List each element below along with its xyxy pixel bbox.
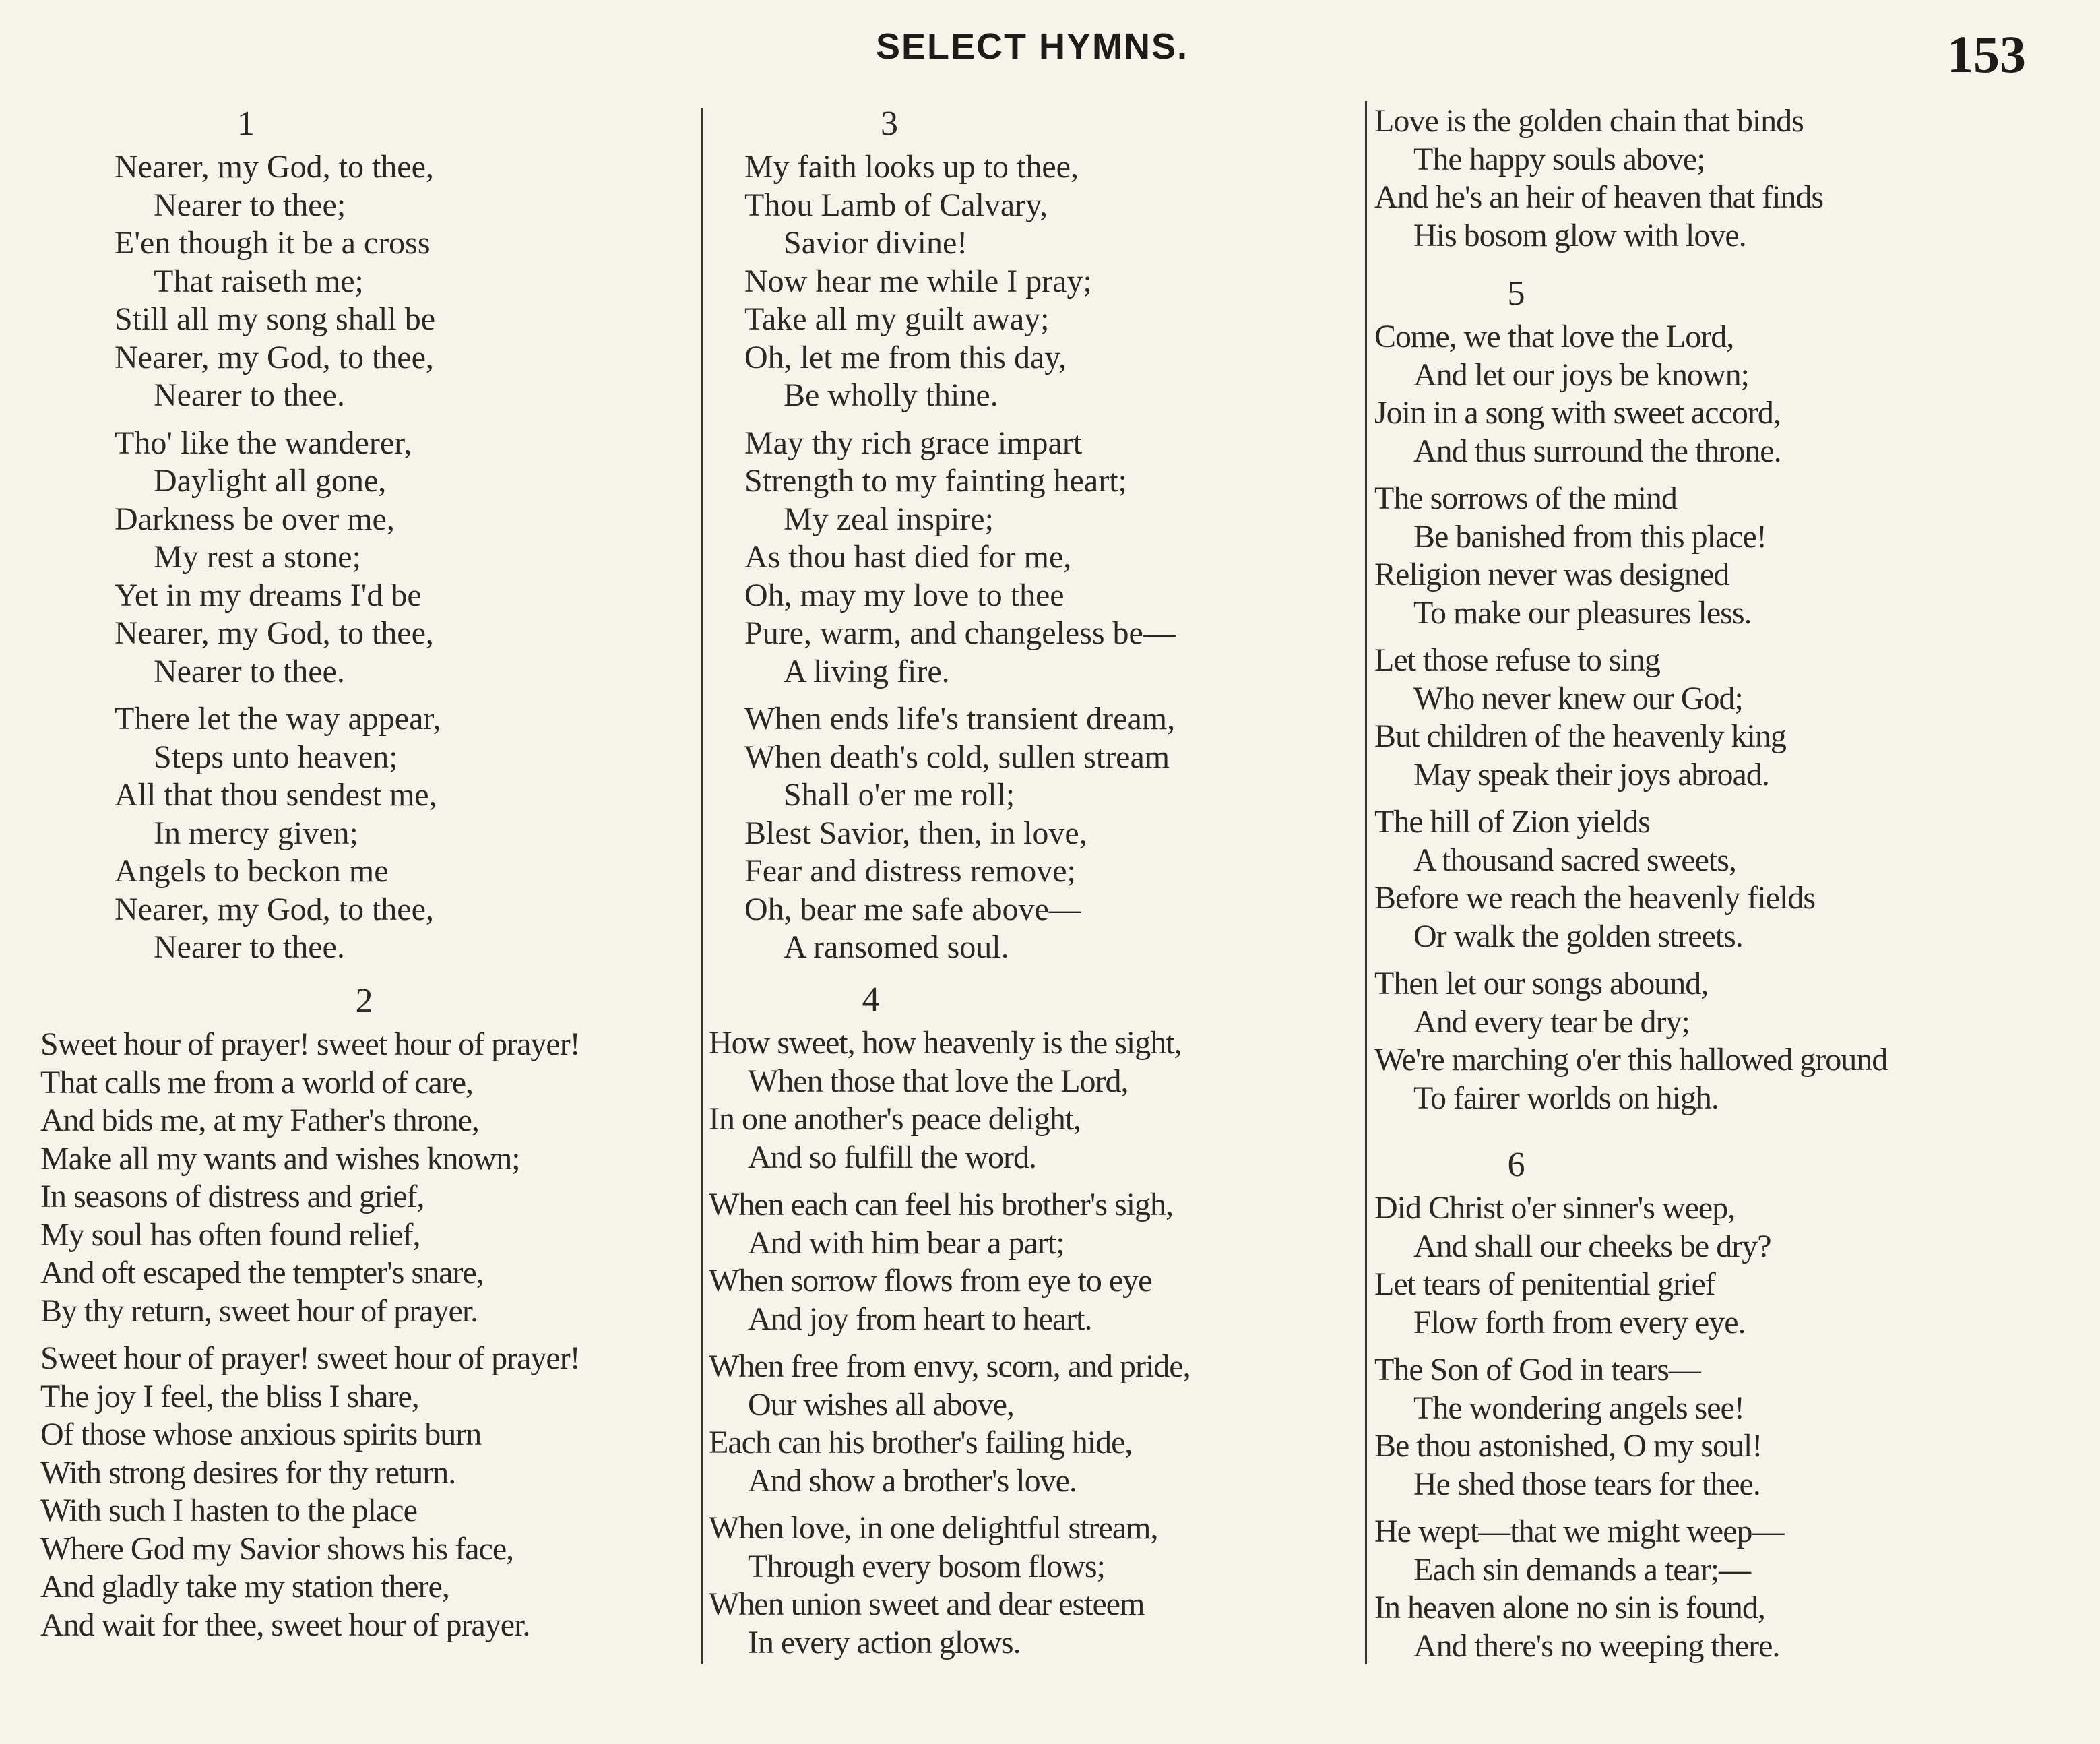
hymn-6: [1374, 1142, 2075, 1675]
verse-line: Come, we that love the Lord,: [1374, 319, 1734, 354]
verse-line: Be banished from this place!: [1413, 518, 1767, 555]
verse-line: And wait for thee, sweet hour of prayer.: [40, 1607, 530, 1643]
verse-line: The Son of God in tears—: [1374, 1352, 1700, 1388]
verse-line: There let the way appear,: [115, 701, 441, 737]
verse-line: In one another's peace delight,: [709, 1101, 1081, 1137]
verse-line: When each can feel his brother's sigh,: [709, 1187, 1174, 1222]
verse-line: Make all my wants and wishes known;: [40, 1140, 520, 1177]
verse-line: Be thou astonished, O my soul!: [1374, 1428, 1762, 1464]
verse-line: Did Christ o'er sinner's weep,: [1374, 1190, 1736, 1226]
stanza: [1374, 1513, 2075, 1665]
verse-line: Savior divine!: [784, 225, 968, 261]
stanza: [709, 1509, 1359, 1662]
hymn-number: 4: [862, 980, 879, 1019]
verse-line: Nearer, my God, to thee,: [115, 615, 434, 651]
verse-line: Let tears of penitential grief: [1374, 1266, 1715, 1302]
verse-line: Steps unto heaven;: [154, 739, 398, 775]
hymn-1: [115, 101, 694, 976]
verse-line: Where God my Savior shows his face,: [40, 1530, 514, 1567]
verse-line: And show a brother's love.: [748, 1462, 1077, 1499]
verse-line: Through every bosom flows;: [748, 1548, 1105, 1584]
hymn-number: 5: [1507, 274, 1525, 313]
hymn-number: 6: [1507, 1146, 1525, 1184]
verse-line: The joy I feel, the bliss I share,: [40, 1378, 419, 1414]
stanza: [1374, 965, 2075, 1117]
verse-line: And joy from heart to heart.: [748, 1301, 1092, 1337]
verse-line: And gladly take my station there,: [40, 1569, 449, 1605]
running-header: SELECT HYMNS.: [876, 26, 1189, 67]
hymn-2: [40, 978, 697, 1654]
stanza: [40, 1340, 697, 1644]
verse-line: To fairer worlds on high.: [1413, 1080, 1719, 1116]
stanza: [1374, 1351, 2075, 1503]
verse-line: And oft escaped the tempter's snare,: [40, 1255, 484, 1290]
stanza: [744, 425, 1351, 691]
verse-line: Take all my guilt away;: [744, 301, 1050, 337]
verse-line: And with him bear a part;: [748, 1224, 1064, 1261]
stanza: [1374, 803, 2075, 956]
verse-line: Flow forth from every eye.: [1413, 1304, 1746, 1340]
verse-line: He wept—that we might weep—: [1374, 1514, 1784, 1549]
verse-line: All that thou sendest me,: [115, 777, 437, 813]
verse-line: May speak their joys abroad.: [1413, 756, 1769, 792]
verse-line: He shed those tears for thee.: [1413, 1466, 1760, 1502]
verse-line: But children of the heavenly king: [1374, 718, 1786, 754]
verse-line: In every action glows.: [748, 1624, 1021, 1660]
stanza: [40, 1026, 697, 1330]
verse-line: Or walk the golden streets.: [1413, 918, 1743, 954]
stanza: [744, 700, 1351, 967]
verse-line: Our wishes all above,: [748, 1386, 1014, 1423]
verse-line: Let those refuse to sing: [1374, 642, 1660, 678]
hymn-4-continued: [1374, 102, 2075, 264]
verse-line: My soul has often found relief,: [40, 1216, 420, 1253]
column-rule-right: [1365, 101, 1367, 1664]
verse-line: The wondering angels see!: [1413, 1390, 1744, 1426]
stanza: [744, 148, 1351, 415]
verse-line: A ransomed soul.: [784, 929, 1009, 965]
hymn-3: [744, 101, 1351, 976]
verse-line: Nearer, my God, to thee,: [115, 891, 434, 927]
verse-line: May thy rich grace impart: [744, 425, 1083, 461]
verse-line: Still all my song shall be: [115, 301, 435, 337]
verse-line: Oh, let me from this day,: [744, 339, 1067, 375]
verse-line: Daylight all gone,: [154, 463, 387, 499]
verse-line: Each can his brother's failing hide,: [709, 1425, 1133, 1460]
verse-line: My rest a stone;: [154, 539, 361, 575]
verse-line: Of those whose anxious spirits burn: [40, 1416, 482, 1452]
verse-line: The sorrows of the mind: [1374, 480, 1677, 516]
hymn-number: 2: [355, 982, 373, 1020]
verse-line: Nearer, my God, to thee,: [115, 149, 434, 185]
page-number: 153: [1947, 25, 2026, 84]
verse-line: That calls me from a world of care,: [40, 1064, 474, 1100]
stanza: [1374, 102, 2075, 255]
verse-line: Tho' like the wanderer,: [115, 425, 412, 461]
hymn-number: 3: [881, 104, 898, 143]
verse-line: Shall o'er me roll;: [784, 777, 1015, 813]
verse-line: When ends life's transient dream,: [744, 701, 1176, 737]
verse-line: With such I hasten to the place: [40, 1493, 417, 1528]
stanza: [115, 425, 694, 691]
stanza: [1374, 1189, 2075, 1342]
verse-line: As thou hast died for me,: [744, 539, 1072, 575]
verse-line: Each sin demands a tear;—: [1413, 1551, 1751, 1588]
stanza: [1374, 480, 2075, 632]
verse-line: When those that love the Lord,: [748, 1063, 1128, 1099]
verse-line: When death's cold, sullen stream: [744, 739, 1170, 775]
verse-line: To make our pleasures less.: [1413, 594, 1752, 631]
verse-line: Strength to my fainting heart;: [744, 463, 1127, 499]
verse-line: And bids me, at my Father's throne,: [40, 1102, 479, 1138]
verse-line: A living fire.: [784, 653, 950, 689]
verse-line: Nearer to thee.: [154, 653, 345, 689]
stanza: [1374, 642, 2075, 794]
verse-line: Angels to beckon me: [115, 853, 389, 889]
verse-line: Before we reach the heavenly fields: [1374, 880, 1815, 916]
hymn-4: [709, 977, 1359, 1671]
verse-line: Oh, bear me safe above—: [744, 891, 1081, 927]
verse-line: The hill of Zion yields: [1374, 804, 1650, 840]
verse-line: His bosom glow with love.: [1413, 217, 1746, 253]
verse-line: And every tear be dry;: [1413, 1003, 1690, 1040]
stanza: [115, 148, 694, 415]
hymn-number: 1: [237, 104, 255, 143]
verse-line: Who never knew our God;: [1413, 680, 1743, 716]
verse-line: And thus surround the throne.: [1413, 433, 1781, 469]
verse-line: Love is the golden chain that binds: [1374, 103, 1804, 139]
verse-line: When free from envy, scorn, and pride,: [709, 1348, 1190, 1384]
verse-line: My faith looks up to thee,: [744, 149, 1079, 185]
verse-line: In heaven alone no sin is found,: [1374, 1590, 1765, 1625]
verse-line: Nearer to thee;: [154, 187, 346, 223]
verse-line: Now hear me while I pray;: [744, 263, 1092, 299]
verse-line: Pure, warm, and changeless be—: [744, 615, 1176, 651]
verse-line: By thy return, sweet hour of prayer.: [40, 1293, 478, 1329]
verse-line: Sweet hour of prayer! sweet hour of prayer!: [40, 1026, 580, 1062]
verse-line: Nearer to thee.: [154, 929, 345, 965]
verse-line: When sorrow flows from eye to eye: [709, 1263, 1152, 1299]
verse-line: Blest Savior, then, in love,: [744, 815, 1087, 851]
verse-line: Darkness be over me,: [115, 501, 395, 537]
verse-line: When union sweet and dear esteem: [709, 1586, 1145, 1622]
verse-line: The happy souls above;: [1413, 141, 1705, 177]
verse-line: That raiseth me;: [154, 263, 364, 299]
verse-line: E'en though it be a cross: [115, 225, 431, 261]
stanza: [115, 700, 694, 967]
verse-line: In mercy given;: [154, 815, 358, 851]
verse-line: And there's no weeping there.: [1413, 1627, 1780, 1664]
verse-line: Thou Lamb of Calvary,: [744, 187, 1048, 223]
verse-line: We're marching o'er this hallowed ground: [1374, 1042, 1888, 1078]
stanza: [709, 1186, 1359, 1338]
verse-line: Nearer to thee.: [154, 377, 345, 413]
stanza: [709, 1024, 1359, 1177]
verse-line: Oh, may my love to thee: [744, 577, 1064, 613]
verse-line: And shall our cheeks be dry?: [1413, 1228, 1771, 1264]
verse-line: Then let our songs abound,: [1374, 966, 1709, 1001]
hymn-5: [1374, 271, 2075, 1127]
verse-line: Be wholly thine.: [784, 377, 998, 413]
verse-line: Join in a song with sweet accord,: [1374, 395, 1781, 431]
verse-line: And so fulfill the word.: [748, 1139, 1036, 1175]
verse-line: Fear and distress remove;: [744, 853, 1076, 889]
verse-line: How sweet, how heavenly is the sight,: [709, 1025, 1182, 1061]
verse-line: In seasons of distress and grief,: [40, 1179, 424, 1214]
verse-line: When love, in one delightful stream,: [709, 1510, 1158, 1546]
verse-line: My zeal inspire;: [784, 501, 994, 537]
stanza: [709, 1348, 1359, 1500]
verse-line: And let our joys be known;: [1413, 356, 1749, 393]
verse-line: Religion never was designed: [1374, 557, 1729, 592]
verse-line: Sweet hour of prayer! sweet hour of prayer!: [40, 1340, 580, 1376]
verse-line: And he's an heir of heaven that finds: [1374, 179, 1824, 215]
verse-line: Nearer, my God, to thee,: [115, 339, 434, 375]
verse-line: With strong desires for thy return.: [40, 1454, 456, 1491]
verse-line: A thousand sacred sweets,: [1413, 842, 1736, 878]
verse-line: Yet in my dreams I'd be: [115, 577, 422, 613]
stanza: [1374, 318, 2075, 470]
column-rule-left: [701, 108, 703, 1664]
